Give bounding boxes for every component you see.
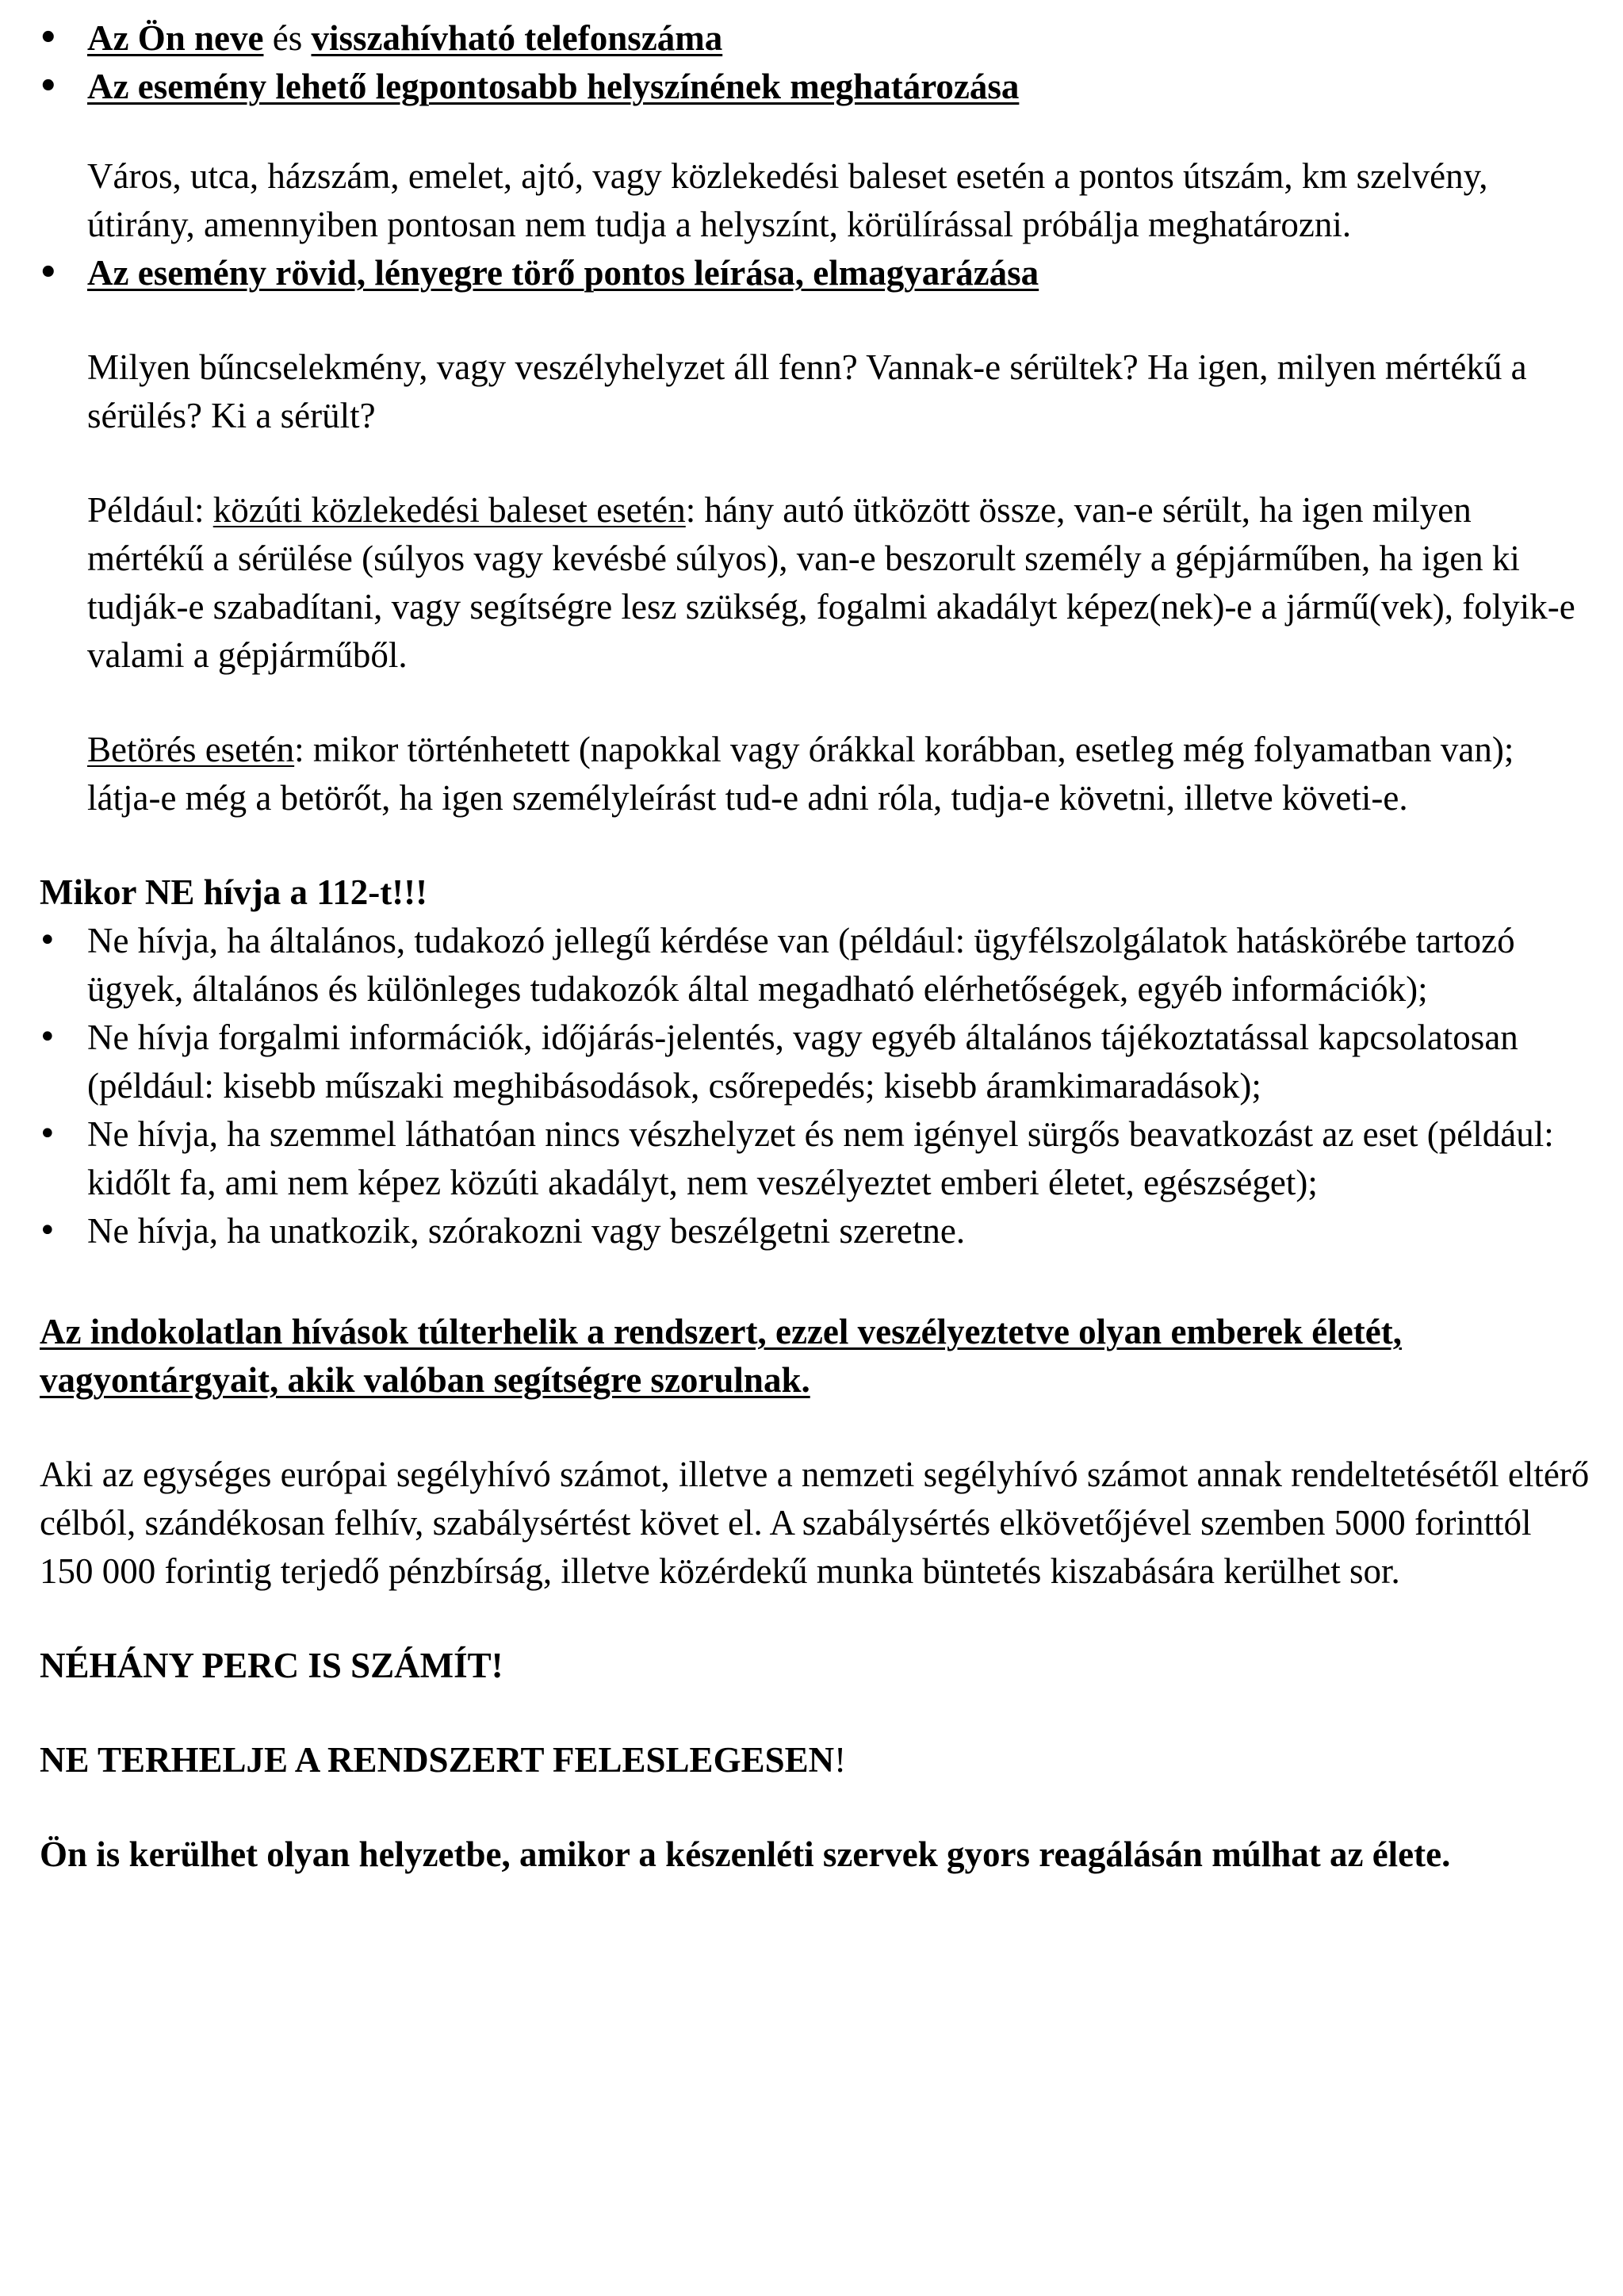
closing-line-2 bbox=[38, 1736, 1592, 1784]
description-heading: Az esemény rövid, lényegre törő pontos leírása, elmagyarázása bbox=[87, 253, 1039, 293]
location-description: Város, utca, házszám, emelet, ajtó, vagy közlekedési baleset esetén a pontos útszám, km szelvény, útirány, amennyiben pontosan nem tudja a helyszínt, körülírással próbálja meghatározni. bbox=[87, 156, 1488, 244]
bullet-description bbox=[38, 249, 1592, 297]
closing-line-2-bold: NE TERHELJE A RENDSZERT FELESLEGESEN bbox=[40, 1740, 835, 1780]
event-questions: Milyen bűncselekmény, vagy veszélyhelyzet áll fenn? Vannak-e sérültek? Ha igen, milyen mértékű a sérülés? Ki a sérült? bbox=[87, 347, 1527, 435]
name-label: Az Ön neve bbox=[87, 18, 264, 58]
bullet-name-phone bbox=[38, 14, 1592, 63]
example-lead: Például: bbox=[87, 490, 213, 530]
example-burglary bbox=[38, 726, 1592, 822]
closing-line-2-tail: ! bbox=[834, 1740, 847, 1780]
when-not-heading: Mikor NE hívja a 112-t!!! bbox=[40, 872, 428, 912]
example-burglary-underlined: Betörés esetén bbox=[87, 730, 295, 769]
penalty-text: Aki az egységes európai segélyhívó számot, illetve a nemzeti segélyhívó számot annak rendeltetésétől eltérő célból, szándékosan felhív, szabálysértést követ el. A szabálysértés elkövetőjével szemben 5000 forinttól 150 000 forintig terjedő pénzbírság, illetve közérdekű munka büntetés kiszabására kerülhet sor. bbox=[40, 1455, 1590, 1591]
location-heading: Az esemény lehető legpontosabb helyszínének meghatározása bbox=[87, 67, 1020, 106]
example-traffic-accident bbox=[38, 486, 1592, 680]
bullet-location bbox=[38, 63, 1592, 111]
phone-label: visszahívható telefonszáma bbox=[311, 18, 723, 58]
when-not-item-2: • Ne hívja forgalmi információk, időjárás-jelentés, vagy egyéb általános tájékoztatással kapcsolatosan (például: kisebb műszaki meghibásodások, csőrepedés; kisebb áramkimaradások); bbox=[38, 1014, 1592, 1110]
closing-line-1: NÉHÁNY PERC IS SZÁMÍT! bbox=[40, 1646, 503, 1685]
example-burglary-text: : mikor történhetett (napokkal vagy órákkal korábban, esetleg még folyamatban van); látja-e még a betörőt, ha igen személyleírást tud-e adni róla, tudja-e követni, illetve követi-e. bbox=[87, 730, 1514, 818]
warning-underlined: Az indokolatlan hívások túlterhelik a rendszert, ezzel veszélyeztetve olyan emberek életét, vagyontárgyait, akik valóban segítségre szorulnak. bbox=[40, 1312, 1402, 1400]
example-traffic-text: : hány autó ütközött össze, van-e sérült, ha igen milyen mértékű a sérülése (súlyos vagy kevésbé súlyos), van-e beszorult személy a gépjárműben, ha igen ki tudják-e szabadítani, vagy segítségre lesz szükség, fogalmi akadályt képez(nek)-e a jármű(vek), folyik-e valami a gépjárműből. bbox=[87, 490, 1575, 675]
closing-line-3: Ön is kerülhet olyan helyzetbe, amikor a készenléti szervek gyors reagálásán múlhat az élete. bbox=[40, 1834, 1451, 1874]
warning-text bbox=[38, 1308, 1491, 1405]
when-not-item-1: • Ne hívja, ha általános, tudakozó jellegű kérdése van (például: ügyfélszolgálatok hatáskörébe tartozó ügyek, általános és különleges tudakozók által megadható elérhetőségek, egyéb információk); bbox=[38, 917, 1592, 1014]
conjunction: és bbox=[263, 18, 312, 58]
document-page bbox=[38, 14, 1592, 1879]
example-traffic-underlined: közúti közlekedési baleset esetén bbox=[212, 490, 686, 530]
when-not-item-4: • Ne hívja, ha unatkozik, szórakozni vagy beszélgetni szeretne. bbox=[38, 1207, 1592, 1255]
when-not-item-3: • Ne hívja, ha szemmel láthatóan nincs vészhelyzet és nem igényel sürgős beavatkozást az eset (például: kidőlt fa, ami nem képez közúti akadályt, nem veszélyeztet emberi életet, egészséget); bbox=[38, 1110, 1592, 1207]
